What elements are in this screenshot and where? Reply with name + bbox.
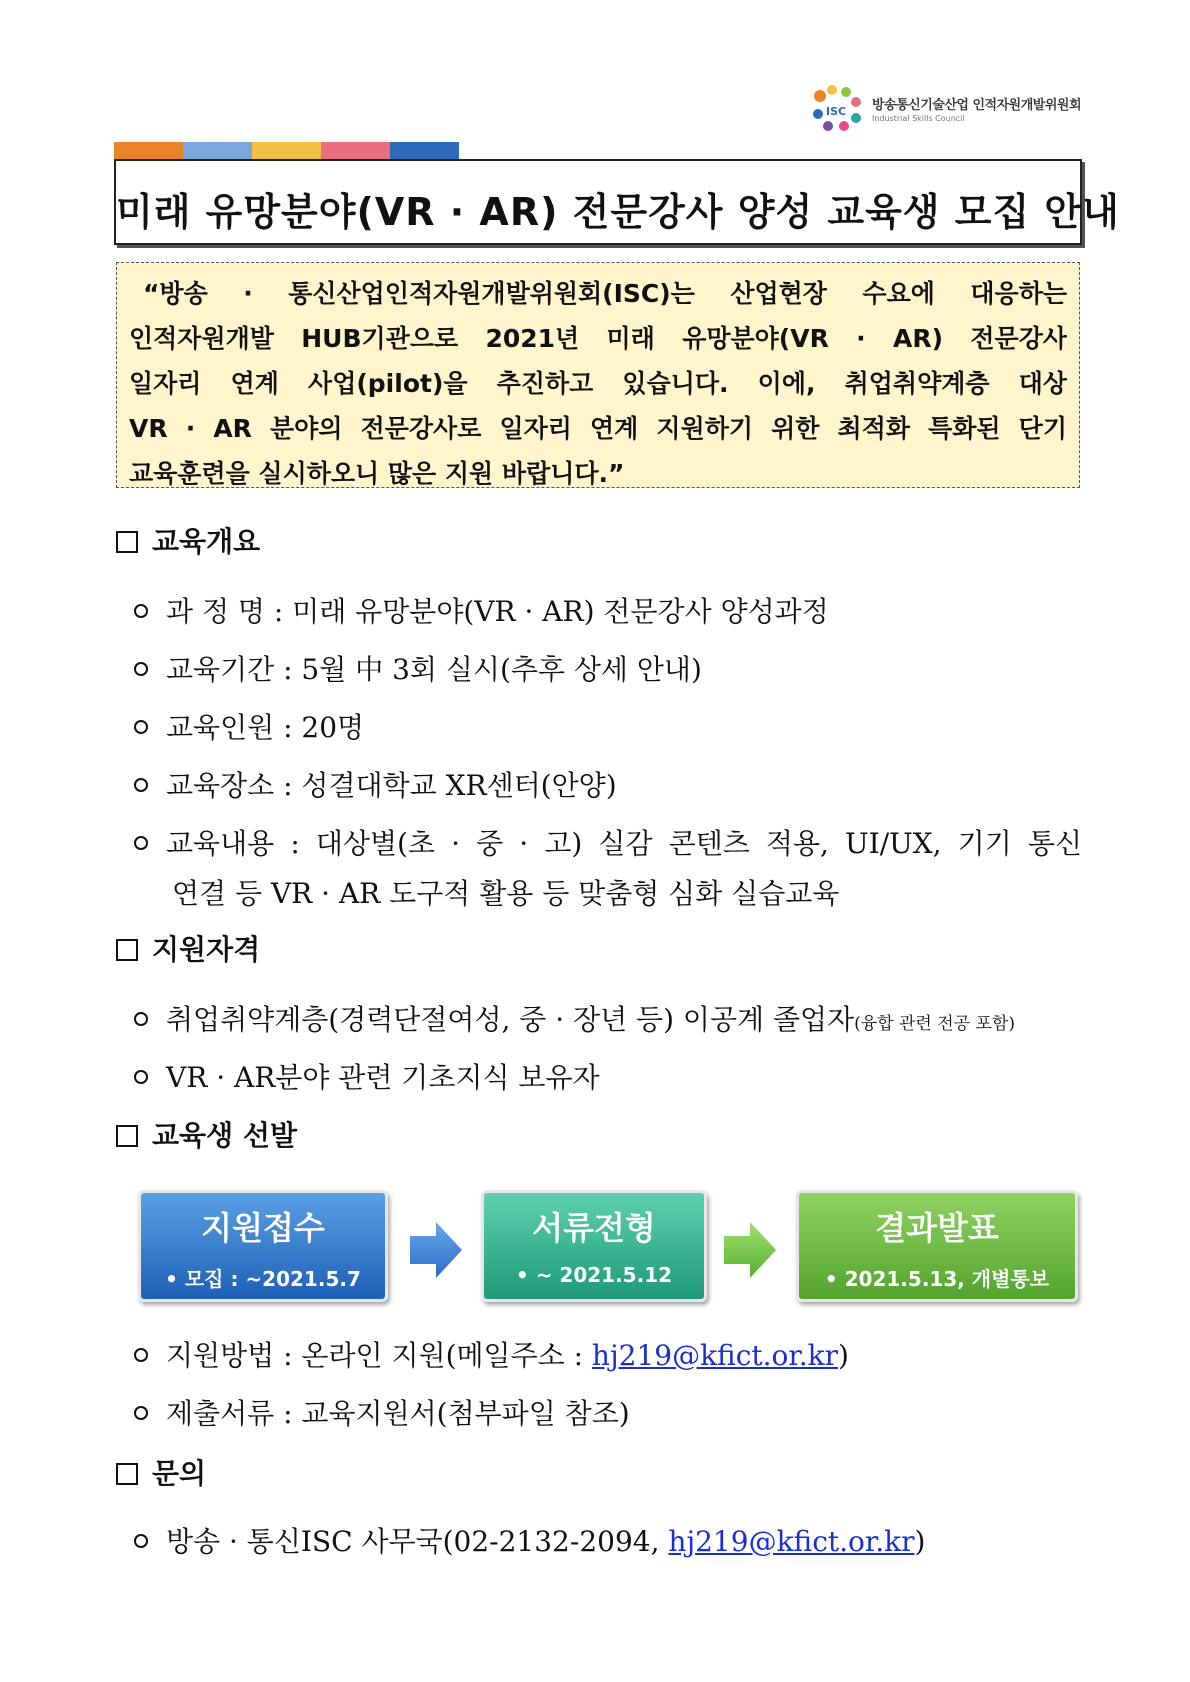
org-name-en: Industrial Skills Council <box>872 114 965 123</box>
accent-yellow <box>252 142 321 159</box>
step-date: • 2021.5.13, 개별통보 <box>824 1267 1050 1291</box>
list-item: VR · AR분야 관련 기초지식 보유자 <box>134 1056 600 1096</box>
circle-bullet-icon <box>134 1012 148 1026</box>
intro-line: 일자리 연계 사업(pilot)을 추진하고 있습니다. 이에, 취업취약계층 대상 <box>129 369 1067 398</box>
accent-blue <box>390 142 459 159</box>
accent-color-bar <box>114 142 459 159</box>
circle-bullet-icon <box>134 1406 148 1420</box>
process-step-apply <box>138 1190 388 1302</box>
checkbox-square-icon <box>116 1125 138 1147</box>
section-heading-contact: 문의 <box>116 1452 206 1492</box>
email-link[interactable]: hj219@kfict.or.kr <box>668 1525 915 1558</box>
circle-bullet-icon <box>134 662 148 676</box>
accent-orange <box>114 142 183 159</box>
arrow-right-icon <box>724 1222 776 1278</box>
circle-bullet-icon <box>134 1534 148 1548</box>
intro-line: VR · AR 분야의 전문강사로 일자리 연계 지원하기 위한 최적화 특화된 단기 <box>129 414 1067 443</box>
isc-logo-icon <box>810 84 866 134</box>
accent-light-blue <box>183 142 252 159</box>
list-item: 과 정 명 : 미래 유망분야(VR · AR) 전문강사 양성과정 <box>134 590 829 630</box>
circle-bullet-icon <box>134 1070 148 1084</box>
list-item: 교육내용 : 대상별(초 · 중 · 고) 실감 콘텐츠 적용, UI/UX, 기기 통신 <box>134 822 1082 862</box>
circle-bullet-icon <box>134 1348 148 1362</box>
checkbox-square-icon <box>116 939 138 961</box>
step-title: 서류전형 <box>532 1209 656 1247</box>
step-date: • ~ 2021.5.12 <box>515 1263 673 1287</box>
process-step-screening <box>481 1190 707 1302</box>
checkbox-square-icon <box>116 531 138 553</box>
circle-bullet-icon <box>134 720 148 734</box>
list-item: 취업취약계층(경력단절여성, 중 · 장년 등) 이공계 졸업자(융합 관련 전공 포함) <box>134 998 1015 1038</box>
list-item: 교육기간 : 5월 中 3회 실시(추후 상세 안내) <box>134 648 702 688</box>
isc-logo <box>810 84 1086 134</box>
section-heading-selection: 교육생 선발 <box>116 1114 297 1154</box>
list-item: 제출서류 : 교육지원서(첨부파일 참조) <box>134 1392 630 1432</box>
title-box <box>114 159 1120 245</box>
step-date: • 모집 : ~2021.5.7 <box>165 1267 361 1291</box>
intro-box <box>116 262 1080 488</box>
page-title: 미래 유망분야(VR · AR) 전문강사 양성 교육생 모집 안내 <box>116 190 1120 234</box>
section-heading-qualification: 지원자격 <box>116 928 260 968</box>
intro-line: 인적자원개발 HUB기관으로 2021년 미래 유망분야(VR · AR) 전문강사 <box>129 324 1067 353</box>
process-step-results <box>796 1190 1078 1302</box>
circle-bullet-icon <box>134 604 148 618</box>
list-item-continuation: 연결 등 VR · AR 도구적 활용 등 맞춤형 심화 실습교육 <box>172 877 840 910</box>
circle-bullet-icon <box>134 836 148 850</box>
org-name-ko: 방송통신기술산업 인적자원개발위원회 <box>872 98 1082 113</box>
list-item: 방송 · 통신ISC 사무국(02-2132-2094, hj219@kfict.or.kr) <box>134 1520 925 1560</box>
section-heading-overview: 교육개요 <box>116 520 260 560</box>
intro-line: 교육훈련을 실시하오니 많은 지원 바랍니다.” <box>129 459 625 488</box>
step-title: 지원접수 <box>201 1209 325 1247</box>
svg-text:ISC: ISC <box>826 105 847 118</box>
list-item: 교육인원 : 20명 <box>134 706 364 746</box>
list-item: 지원방법 : 온라인 지원(메일주소 : hj219@kfict.or.kr) <box>134 1334 849 1374</box>
checkbox-square-icon <box>116 1463 138 1485</box>
list-item: 교육장소 : 성결대학교 XR센터(안양) <box>134 764 617 804</box>
arrow-right-icon <box>410 1222 462 1278</box>
intro-line: “방송 · 통신산업인적자원개발위원회(ISC)는 산업현장 수요에 대응하는 <box>143 279 1067 308</box>
step-title: 결과발표 <box>875 1209 999 1247</box>
circle-bullet-icon <box>134 778 148 792</box>
accent-pink <box>321 142 390 159</box>
email-link[interactable]: hj219@kfict.or.kr <box>591 1339 838 1372</box>
